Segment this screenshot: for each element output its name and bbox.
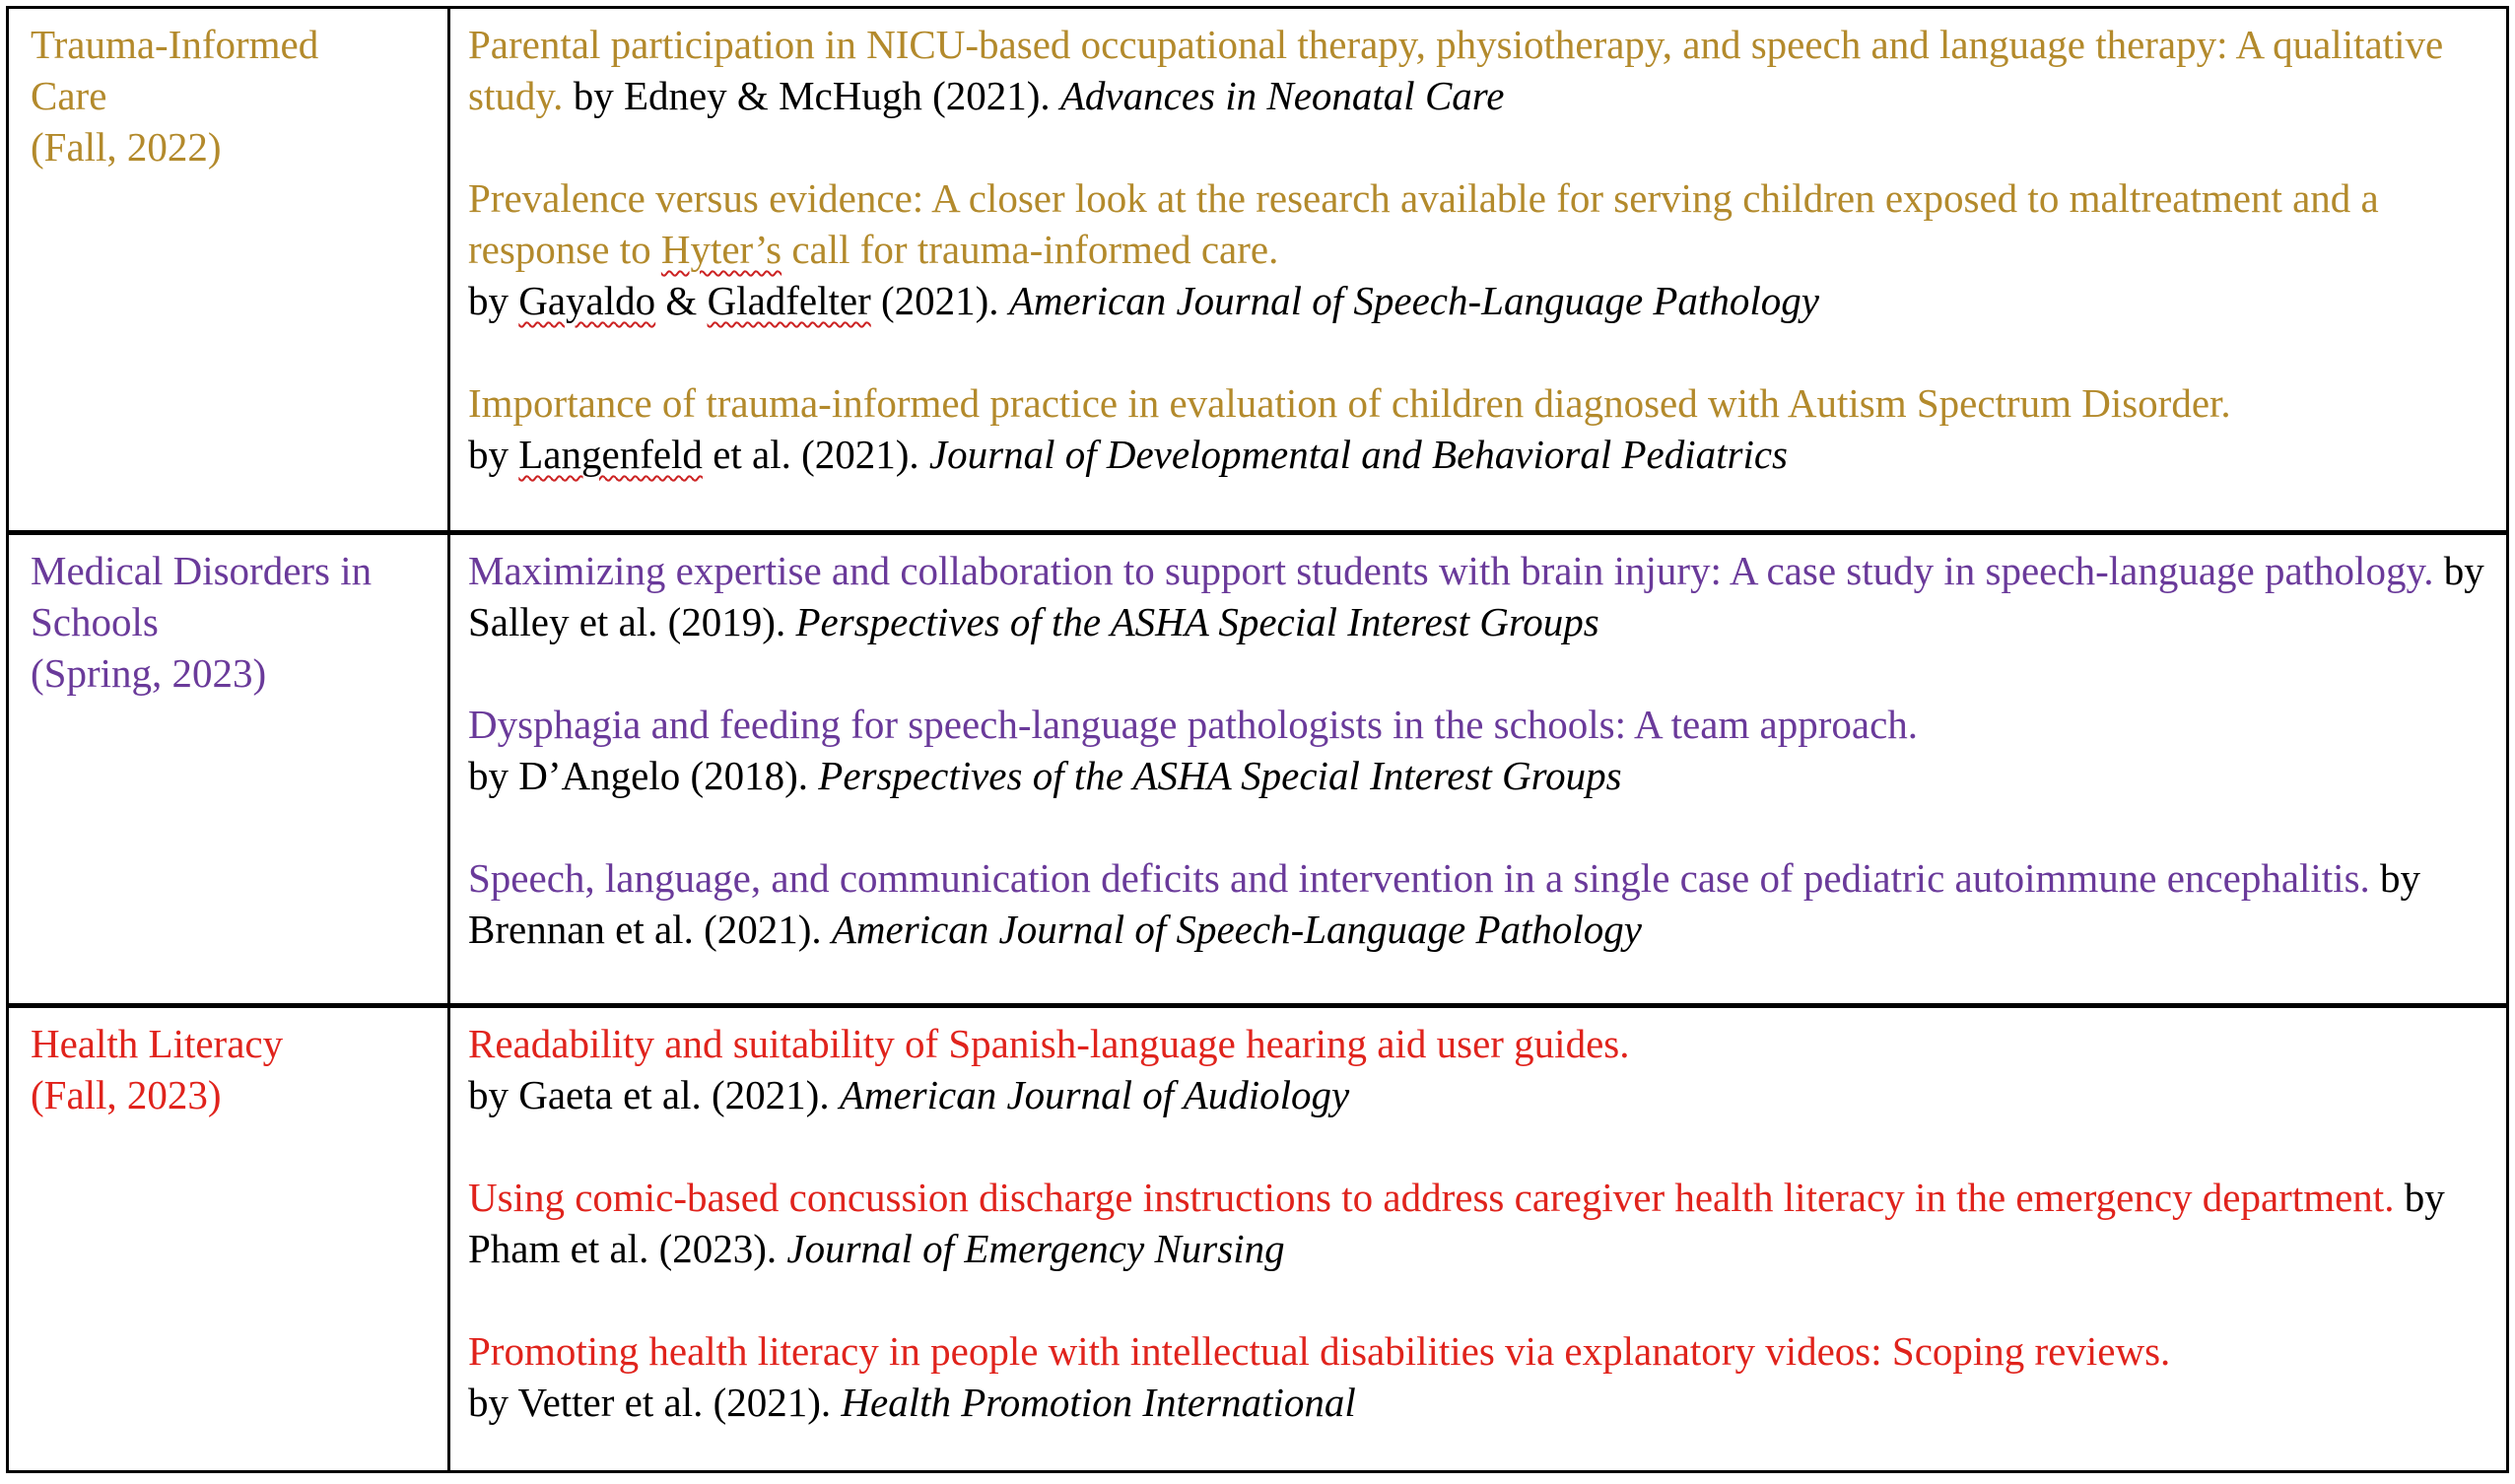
table-row-trauma — [8, 8, 2508, 533]
reference-citation: by Gayaldo & Gladfelter (2021). American Journal of Speech-Language Pathology — [468, 278, 1819, 323]
reference-item — [468, 699, 2492, 801]
reference-citation — [468, 750, 2492, 801]
reference-journal: American Journal of Speech-Language Pathology — [1008, 278, 1819, 323]
reference-title: Dysphagia and feeding for speech-language pathologists in the schools: A team approach. — [468, 702, 1919, 747]
reference-authors: by Brennan et al. (2021). — [468, 855, 2421, 952]
reference-item — [468, 852, 2492, 955]
spellcheck-underline: Langenfeld — [518, 432, 703, 477]
reference-authors: by Gaeta et al. (2021). — [468, 1072, 830, 1117]
reference-title: Parental participation in NICU-based occupational therapy, physiotherapy, and speech and language therapy: A qualitative study. — [468, 22, 2444, 118]
reference-citation — [468, 1069, 2492, 1120]
reference-item — [468, 172, 2492, 326]
reference-authors: by D’Angelo (2018). — [468, 753, 809, 798]
reference-journal: Advances in Neonatal Care — [1059, 73, 1505, 118]
reference-title: Maximizing expertise and collaboration to support students with brain injury: A case study in speech-language pathology. — [468, 548, 2434, 593]
reference-journal: Perspectives of the ASHA Special Interest Groups — [795, 599, 1599, 644]
reference-item — [468, 1325, 2492, 1428]
reference-title: Promoting health literacy in people with intellectual disabilities via explanatory videos: Scoping reviews. — [468, 1328, 2171, 1374]
reference-item — [468, 377, 2492, 480]
reference-citation — [468, 1377, 2492, 1428]
reference-journal: American Journal of Audiology — [839, 1072, 1350, 1117]
reference-item — [468, 1172, 2492, 1274]
reading-list-table — [6, 6, 2509, 1473]
topic-cell-trauma — [8, 8, 449, 533]
reference-item — [468, 1018, 2492, 1120]
reference-title: Using comic-based concussion discharge instructions to address caregiver health literacy in the emergency department. — [468, 1175, 2395, 1220]
topic-name: Trauma-Informed Care — [31, 22, 319, 118]
reference-title: Readability and suitability of Spanish-language hearing aid user guides. — [468, 1021, 1630, 1066]
spellcheck-underline: Gayaldo — [518, 278, 656, 323]
topic-name: Medical Disorders in Schools — [31, 548, 373, 644]
table-row-medical — [8, 533, 2508, 1006]
reference-authors: by Salley et al. (2019). — [468, 548, 2484, 644]
reference-journal: Journal of Developmental and Behavioral Pediatrics — [928, 432, 1788, 477]
topic-cell-health — [8, 1006, 449, 1472]
reference-title: Speech, language, and communication deficits and intervention in a single case of pediatric autoimmune encephalitis. — [468, 855, 2370, 901]
spellcheck-underline: Hyter’s — [660, 227, 782, 272]
reference-citation: by Langenfeld et al. (2021). Journal of Developmental and Behavioral Pediatrics — [468, 432, 1788, 477]
reference-list-trauma — [449, 8, 2508, 533]
reference-authors: by Pham et al. (2023). — [468, 1175, 2445, 1271]
reference-item — [468, 19, 2492, 121]
reference-authors: by Vetter et al. (2021). — [468, 1380, 832, 1425]
topic-cell-medical — [8, 533, 449, 1006]
reference-list-health — [449, 1006, 2508, 1472]
reference-journal: American Journal of Speech-Language Pathology — [831, 907, 1642, 952]
reference-journal: Health Promotion International — [841, 1380, 1356, 1425]
reference-journal: Journal of Emergency Nursing — [786, 1226, 1285, 1271]
reference-journal: Perspectives of the ASHA Special Interest Groups — [818, 753, 1622, 798]
table-row-health — [8, 1006, 2508, 1472]
reference-title: Prevalence versus evidence: A closer look at the research available for serving children exposed to maltreatment and a response to Hyter’s call for trauma-informed care. — [468, 175, 2379, 272]
spellcheck-underline: Gladfelter — [707, 278, 871, 323]
reference-authors: by Edney & McHugh (2021). — [573, 73, 1051, 118]
topic-term: (Fall, 2022) — [31, 124, 222, 169]
reference-item — [468, 545, 2492, 647]
reference-title: Importance of trauma-informed practice in evaluation of children diagnosed with Autism Spectrum Disorder. — [468, 380, 2231, 426]
reference-list-medical — [449, 533, 2508, 1006]
topic-term: (Spring, 2023) — [31, 650, 267, 696]
topic-term: (Fall, 2023) — [31, 1072, 222, 1117]
topic-name: Health Literacy — [31, 1021, 284, 1066]
